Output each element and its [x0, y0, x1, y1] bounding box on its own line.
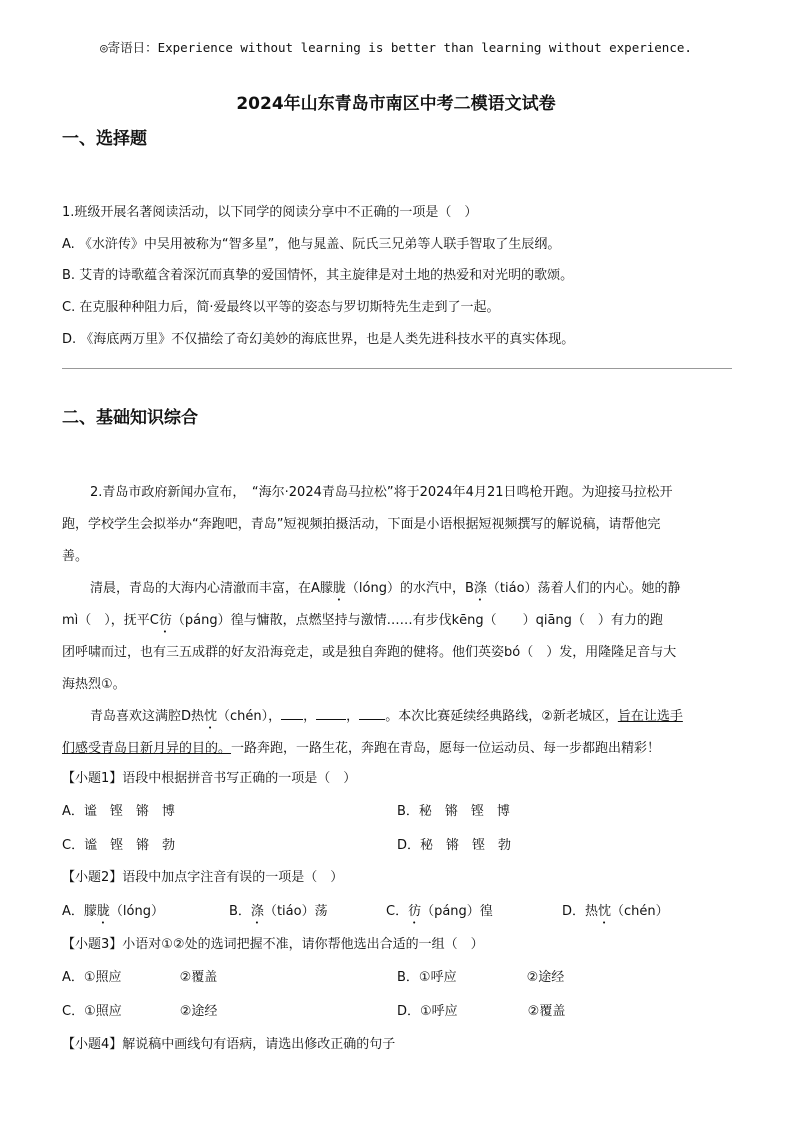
passage-line: 们感受青岛日新月异的目的。一路奔跑，一路生花，奔跑在青岛，愿每一位运动员、每一步都跑出精彩！ — [62, 741, 661, 756]
passage-line: 青岛喜欢这满腔D热忱（chén）， ， ， 。本次比赛延续经典路线，②新老城区，旨在让选手 — [90, 709, 683, 724]
passage-line: 团呼啸而过，也有三五成群的好友沿海竞走，或是独自奔跑的健将。他们英姿bó（ ）发，用隆隆足音与大 — [62, 645, 677, 660]
section-heading-basics: 二、基础知识综合 — [62, 408, 198, 428]
passage-line: 清晨，青岛的大海内心清澈而丰富，在A朦胧（lóng）的水汽中，B涤（tiáo）荡着人们的内心。她的静 — [90, 581, 681, 596]
subquestion-2-option-d[interactable]: D．热忱（chén） — [562, 904, 669, 919]
subquestion-3-option-a[interactable]: A．①照应 ②覆盖 — [62, 970, 218, 985]
passage-line: mì（ ），抚平C彷（páng）徨与慵散，点燃坚持与激情……有步伐kēng（ ）qiāng（ ）有力的跑 — [62, 613, 663, 628]
subquestion-3-option-d[interactable]: D．①呼应 ②覆盖 — [397, 1004, 566, 1019]
subquestion-4-stem: 【小题4】解说稿中画线句有语病，请选出修改正确的句子 — [62, 1037, 396, 1052]
emphasized-char: 涤 — [473, 581, 487, 596]
fill-blank[interactable] — [281, 707, 303, 720]
subquestion-3-stem: 【小题3】小语对①②处的选词把握不准，请你帮他选出合适的一组（ ） — [62, 937, 484, 952]
passage-line: 海热烈①。 — [62, 677, 126, 692]
subquestion-1-option-b[interactable]: B．秘 锵 铿 博 — [397, 804, 510, 819]
motto: ◎寄语日：Experience without learning is better than learning without experience. — [100, 40, 692, 55]
subquestion-1-option-c[interactable]: C．谧 铿 锵 勃 — [62, 838, 176, 853]
question-1-option-c[interactable]: C. 在克服种种阻力后，简·爱最终以平等的姿态与罗切斯特先生走到了一起。 — [62, 300, 500, 315]
question-1-option-a[interactable]: A. 《水浒传》中吴用被称为“智多星”，他与晁盖、阮氏三兄弟等人联手智取了生辰纲。 — [62, 237, 561, 252]
emphasized-char: 彷 — [158, 613, 172, 628]
subquestion-2-option-c[interactable]: C．彷（páng）徨 — [386, 904, 493, 919]
emphasized-char: 胧 — [332, 581, 346, 596]
underlined-sentence: 们感受青岛日新月异的目的。 — [62, 741, 232, 756]
underlined-sentence: 旨在让选手 — [617, 709, 683, 724]
question-2-intro-line: 2.青岛市政府新闻办宣布， “海尔·2024青岛马拉松”将于2024年4月21日鸣枪开跑。为迎接马拉松开 — [90, 485, 673, 500]
question-1-stem: 1.班级开展名著阅读活动，以下同学的阅读分享中不正确的一项是（ ） — [62, 205, 478, 220]
subquestion-3-option-b[interactable]: B．①呼应 ②途经 — [397, 970, 565, 985]
emphasized-char: 忱 — [204, 709, 218, 724]
subquestion-2-stem: 【小题2】语段中加点字注音有误的一项是（ ） — [62, 870, 344, 885]
subquestion-1-stem: 【小题1】语段中根据拼音书写正确的一项是（ ） — [62, 771, 357, 786]
subquestion-2-option-b[interactable]: B．涤（tiáo）荡 — [229, 904, 328, 919]
subquestion-1-option-d[interactable]: D．秘 锵 铿 勃 — [397, 838, 512, 853]
fill-blank[interactable] — [359, 707, 385, 720]
page-title: 2024年山东青岛市南区中考二模语文试卷 — [236, 94, 556, 114]
section-divider — [62, 368, 732, 369]
question-1-option-d[interactable]: D. 《海底两万里》不仅描绘了奇幻美妙的海底世界，也是人类先进科技水平的真实体现。 — [62, 332, 575, 347]
question-2-intro-line: 善。 — [62, 549, 89, 564]
question-2-intro-line: 跑，学校学生会拟举办“奔跑吧，青岛”短视频拍摄活动，下面是小语根据短视频撰写的解说稿，请帮他完 — [62, 517, 661, 532]
fill-blank[interactable] — [316, 707, 346, 720]
subquestion-1-option-a[interactable]: A．谧 铿 锵 博 — [62, 804, 175, 819]
subquestion-3-option-c[interactable]: C．①照应 ②途经 — [62, 1004, 218, 1019]
subquestion-2-option-a[interactable]: A．朦胧（lóng） — [62, 904, 164, 919]
question-1-option-b[interactable]: B. 艾青的诗歌蕴含着深沉而真挚的爱国情怀，其主旋律是对土地的热爱和对光明的歌颂。 — [62, 268, 574, 283]
section-heading-choice: 一、选择题 — [62, 129, 147, 149]
